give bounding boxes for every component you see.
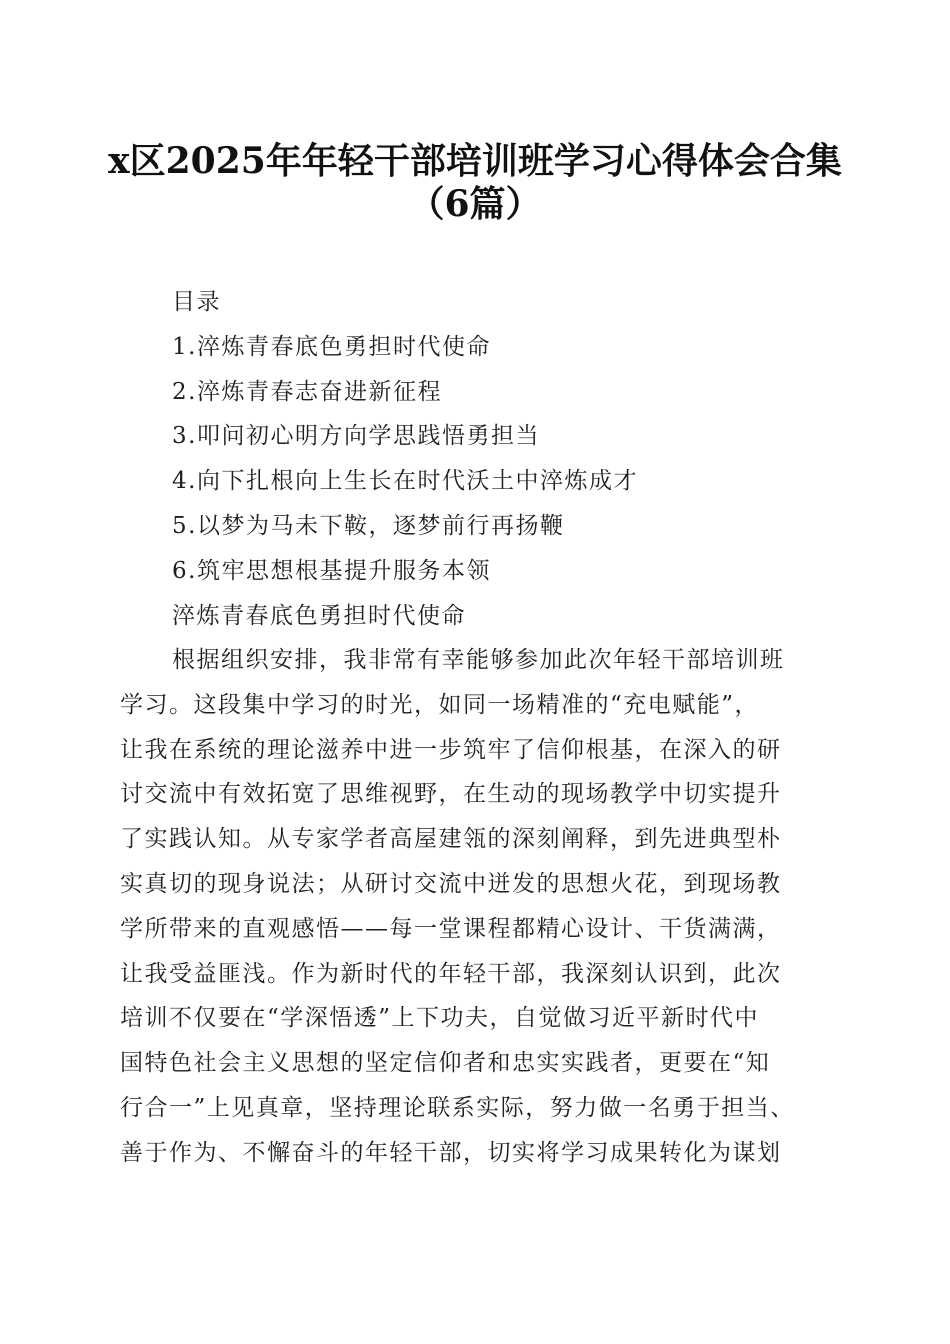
body-paragraph (120, 638, 840, 1176)
paragraph-line: 了实践认知。从专家学者高屋建瓴的深刻阐释，到先进典型朴 (120, 826, 782, 853)
paragraph-line: 实真切的现身说法；从研讨交流中迸发的思想火花，到现场教 (120, 870, 782, 897)
paragraph-line: 让我受益匪浅。作为新时代的年轻干部，我深刻认识到，此次 (120, 960, 782, 987)
paragraph-line: 培训不仅要在“学深悟透”上下功夫，自觉做习近平新时代中 (120, 1005, 760, 1032)
section-title: 淬炼青春底色勇担时代使命 (172, 602, 466, 629)
toc-item: 3.叩问初心明方向学思践悟勇担当 (172, 423, 540, 450)
toc-item: 5.以梦为马未下鞍，逐梦前行再扬鞭 (172, 512, 565, 539)
paragraph-line: 让我在系统的理论滋养中进一步筑牢了信仰根基，在深入的研 (120, 736, 782, 763)
toc-item: 2.淬炼青春志奋进新征程 (172, 378, 442, 405)
toc-item: 1.淬炼青春底色勇担时代使命 (172, 333, 491, 360)
paragraph-line: 学所带来的直观感悟——每一堂课程都精心设计、干货满满， (120, 915, 782, 942)
document-title-subtitle: （6篇） (408, 183, 542, 225)
document-title: x区2025年年轻干部培训班学习心得体会合集 (108, 140, 842, 182)
paragraph-line: 学习。这段集中学习的时光，如同一场精准的“充电赋能”， (120, 691, 760, 718)
toc-item: 6.筑牢思想根基提升服务本领 (172, 557, 491, 584)
paragraph-line: 国特色社会主义思想的坚定信仰者和忠实实践者，更要在“知 (120, 1050, 771, 1077)
toc-heading: 目录 (172, 289, 221, 315)
table-of-contents (172, 280, 638, 638)
paragraph-line: 善于作为、不懈奋斗的年轻干部，切实将学习成果转化为谋划 (120, 1139, 782, 1166)
paragraph-line: 行合一”上见真章，坚持理论联系实际，努力做一名勇于担当、 (120, 1094, 795, 1121)
paragraph-line: 讨交流中有效拓宽了思维视野，在生动的现场教学中切实提升 (120, 781, 782, 808)
toc-item: 4.向下扎根向上生长在时代沃土中淬炼成才 (172, 468, 638, 495)
paragraph-line: 根据组织安排，我非常有幸能够参加此次年轻干部培训班 (172, 647, 785, 673)
